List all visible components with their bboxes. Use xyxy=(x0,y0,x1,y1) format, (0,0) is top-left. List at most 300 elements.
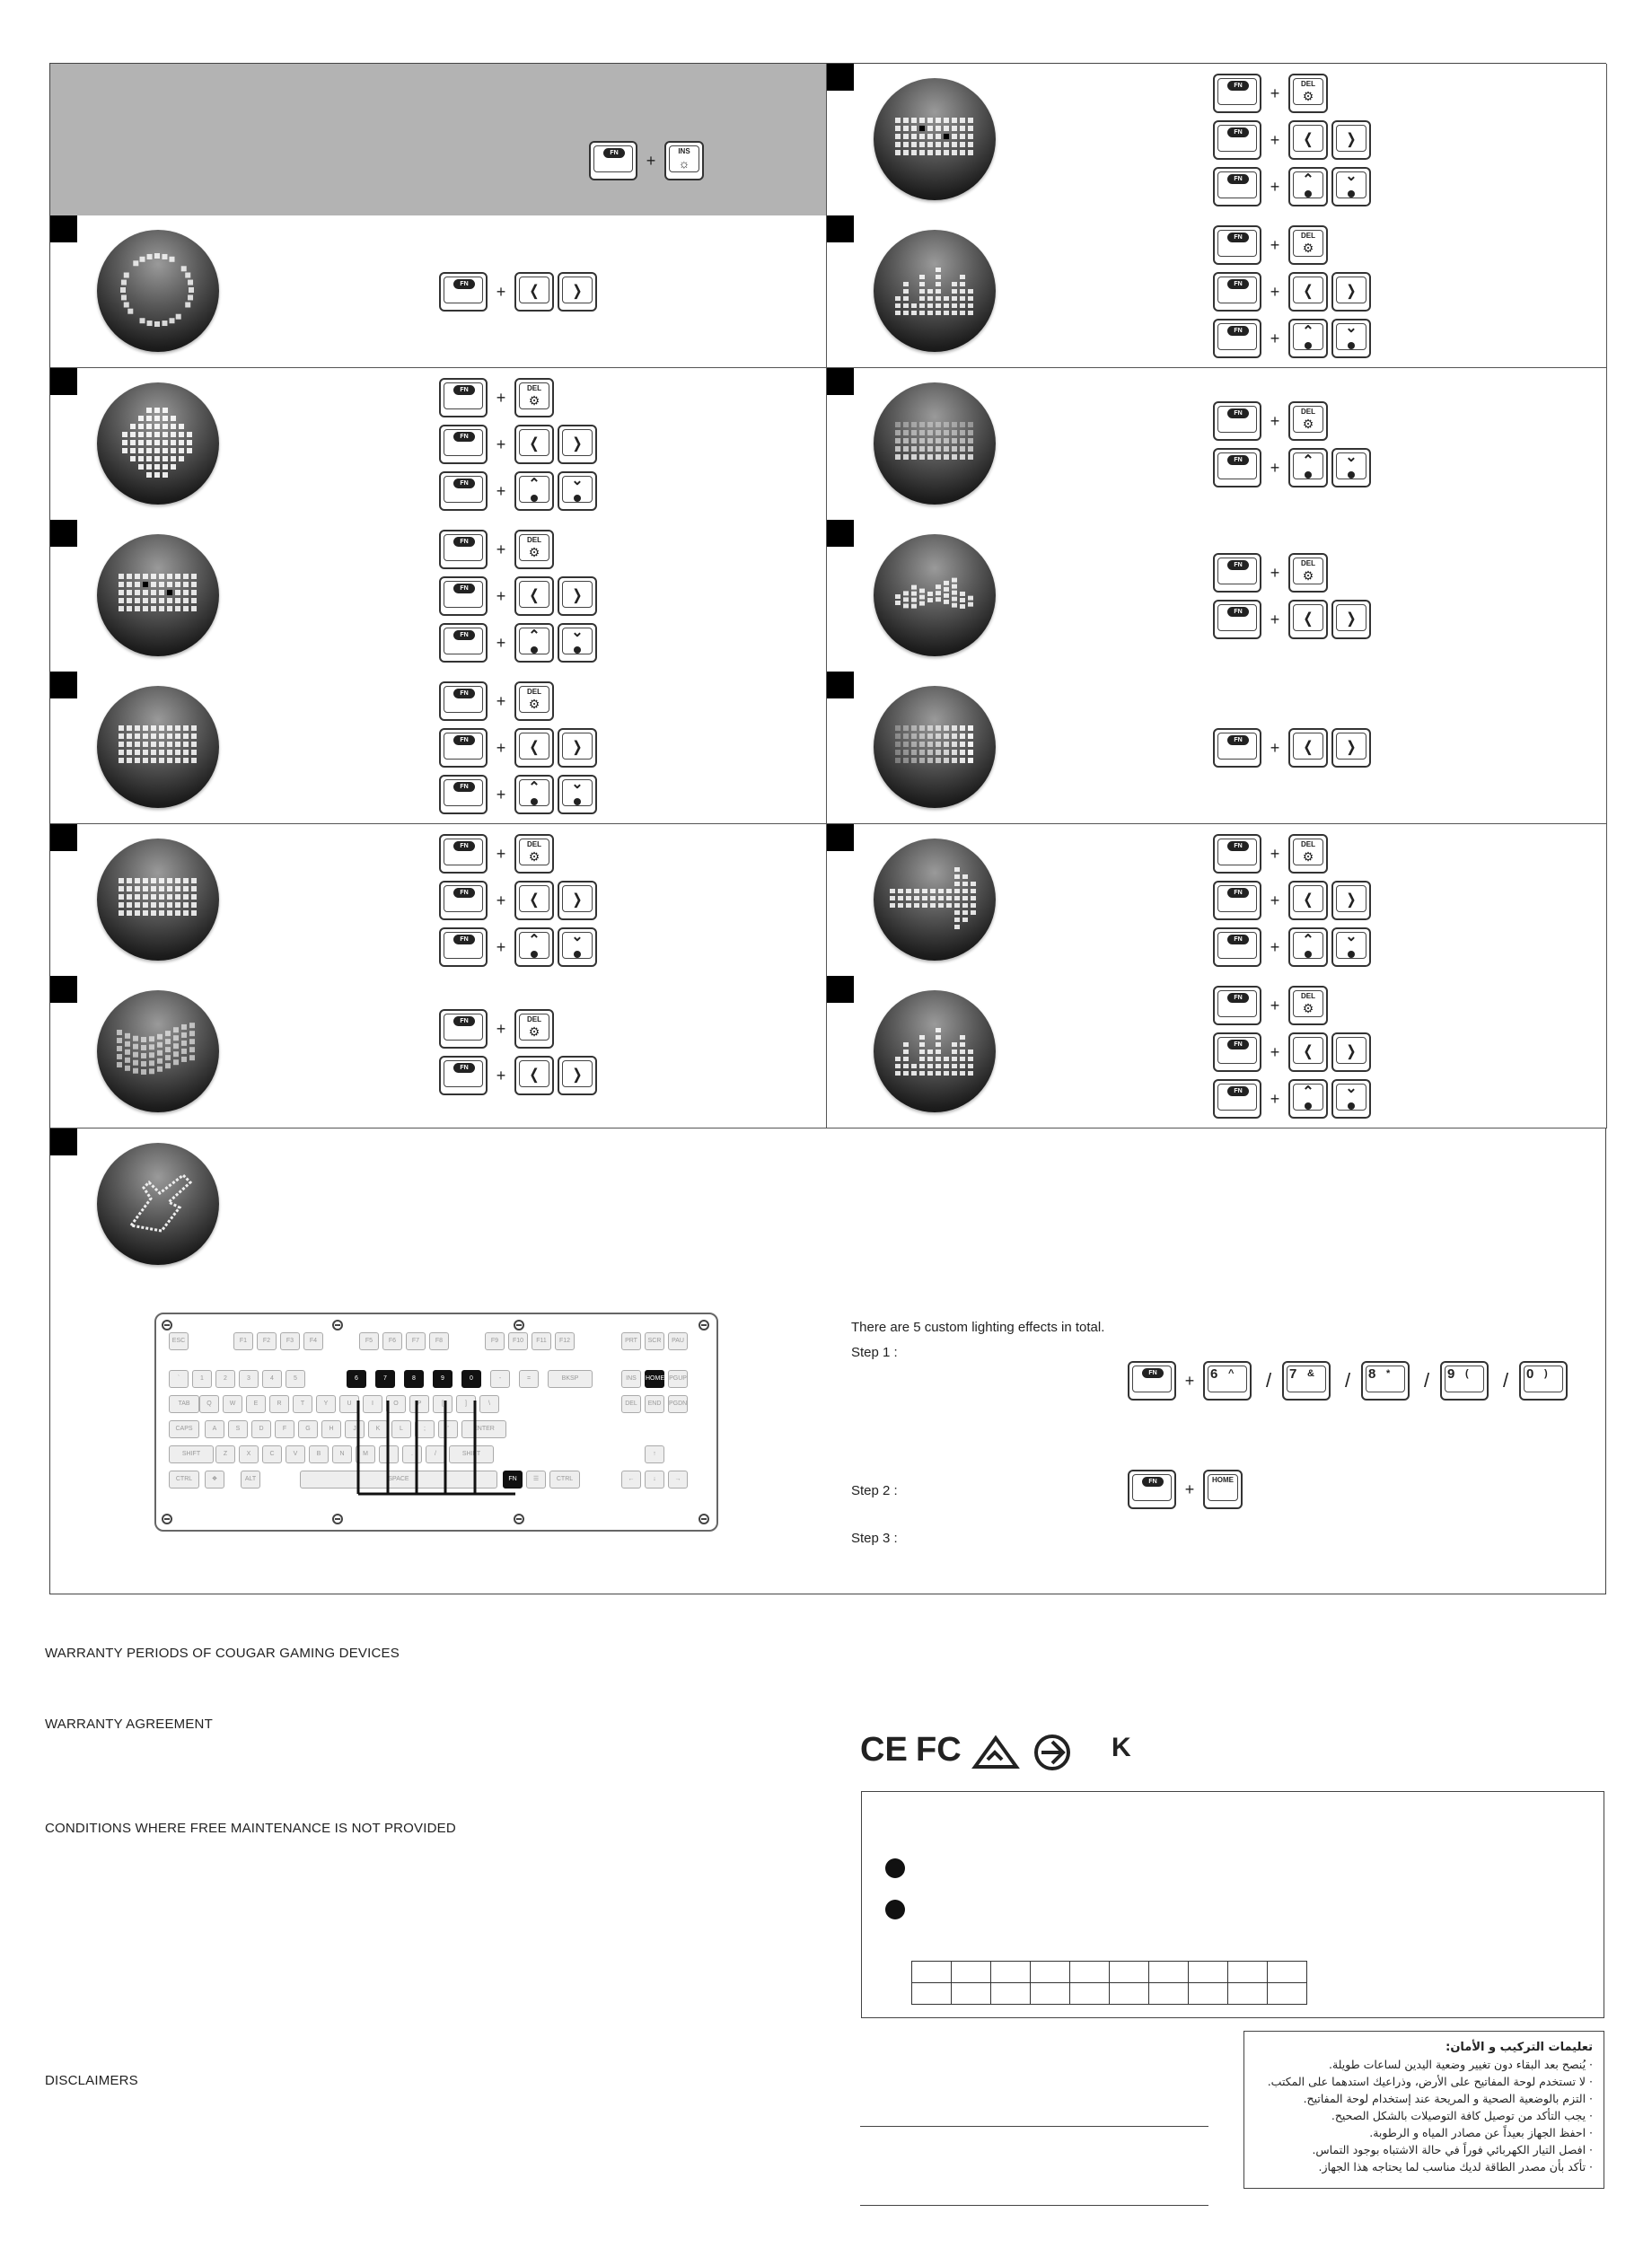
left-arrow-key: ❬ xyxy=(1288,881,1328,920)
keyboard-key: F12 xyxy=(555,1332,575,1350)
down-arrow-key: ⌄ xyxy=(558,471,597,511)
effect-marker xyxy=(827,368,854,395)
keyboard-key: PAU xyxy=(668,1332,688,1350)
plus-sign: + xyxy=(1270,844,1280,863)
arabic-line: · احفظ الجهاز بعيداً عن مصادر المياه و الرطوبة. xyxy=(1369,2126,1593,2139)
keyboard-key: U xyxy=(339,1395,359,1413)
effect-marker xyxy=(50,520,77,547)
effect-cell xyxy=(827,64,1607,216)
left-arrow-key: ❬ xyxy=(514,272,554,312)
down-arrow-key: ⌄ xyxy=(1331,1079,1371,1119)
effect-marker xyxy=(827,520,854,547)
kc-mark: K xyxy=(1112,1733,1131,1762)
effect-pattern-icon xyxy=(874,534,996,656)
effect-orb-icon xyxy=(97,839,219,961)
down-arrow-key: ⌄ xyxy=(558,775,597,814)
fn-key: FN xyxy=(1213,927,1261,967)
fn-key: FN xyxy=(1213,401,1261,441)
key-combo xyxy=(1213,225,1375,365)
keyboard-illustration xyxy=(154,1313,718,1532)
plus-sign: + xyxy=(1270,83,1280,102)
left-arrow-key: ❬ xyxy=(1288,600,1328,639)
effect-pattern-icon xyxy=(874,382,996,505)
keyboard-key: P xyxy=(409,1395,429,1413)
right-arrow-key: ❭ xyxy=(1331,120,1371,160)
fn-key: FN xyxy=(1128,1470,1176,1509)
right-arrow-key: ❭ xyxy=(558,881,597,920)
number-key: 8 * xyxy=(1361,1361,1410,1401)
effect-cell xyxy=(827,368,1607,521)
up-arrow-key: ⌃ xyxy=(1288,319,1328,358)
keyboard-key: F xyxy=(275,1420,294,1438)
del-key: DEL ⚙ xyxy=(514,530,554,569)
up-arrow-key: ⌃ xyxy=(1288,927,1328,967)
fn-key: FN xyxy=(439,576,488,616)
keyboard-key: C xyxy=(262,1445,282,1463)
effect-marker xyxy=(827,976,854,1003)
arabic-title: تعليمات التركيب و الأمان: xyxy=(1446,2041,1593,2054)
effect-marker xyxy=(827,215,854,242)
left-arrow-key: ❬ xyxy=(1288,728,1328,768)
del-key: DEL ⚙ xyxy=(1288,401,1328,441)
keyboard-key: ❖ xyxy=(205,1471,224,1489)
plus-sign: + xyxy=(1270,1042,1280,1061)
eac-mark-icon xyxy=(1032,1733,1072,1772)
keyboard-key: , xyxy=(379,1445,399,1463)
left-arrow-key: ❬ xyxy=(514,576,554,616)
keyboard-key: FN xyxy=(503,1471,523,1489)
fn-key: FN xyxy=(1213,74,1261,113)
right-arrow-key: ❭ xyxy=(558,425,597,464)
keyboard-key: ENTER xyxy=(461,1420,506,1438)
keyboard-key: → xyxy=(668,1471,688,1489)
keyboard-key: TAB xyxy=(169,1395,199,1413)
del-key: DEL ⚙ xyxy=(514,378,554,417)
fn-key: FN xyxy=(439,775,488,814)
effect-cell xyxy=(50,64,827,216)
left-arrow-key: ❬ xyxy=(1288,120,1328,160)
keyboard-key: F2 xyxy=(257,1332,277,1350)
plus-sign: + xyxy=(496,435,506,453)
fn-key: FN xyxy=(589,141,637,180)
keyboard-key: ↓ xyxy=(645,1471,664,1489)
effect-orb-icon xyxy=(874,839,996,961)
effect-pattern-icon xyxy=(874,230,996,352)
effect-orb-icon xyxy=(874,534,996,656)
effect-marker xyxy=(50,672,77,698)
plus-sign: + xyxy=(1270,130,1280,149)
keyboard-key: Q xyxy=(199,1395,219,1413)
keyboard-key: SCR xyxy=(645,1332,664,1350)
fn-key: FN xyxy=(1213,600,1261,639)
keyboard-key: 8 xyxy=(404,1370,424,1388)
down-arrow-key: ⌄ xyxy=(558,623,597,663)
keyboard-key: DEL xyxy=(621,1395,641,1413)
key-combo xyxy=(439,378,601,518)
left-arrow-key: ❬ xyxy=(514,425,554,464)
keyboard-key: 9 xyxy=(433,1370,453,1388)
plus-sign: + xyxy=(496,1066,506,1085)
arabic-line: · تأكد بأن مصدر الطاقة لديك مناسب لما يحتاجه هذا الجهاز. xyxy=(1318,2160,1593,2174)
effect-orb-icon xyxy=(97,382,219,505)
plus-sign: + xyxy=(646,151,656,170)
right-arrow-key: ❭ xyxy=(558,576,597,616)
conditions-heading: CONDITIONS WHERE FREE MAINTENANCE IS NOT PROVIDED xyxy=(45,1821,456,1836)
up-arrow-key: ⌃ xyxy=(514,775,554,814)
effect-cell xyxy=(827,976,1607,1128)
keyboard-key: 3 xyxy=(239,1370,259,1388)
effect-marker xyxy=(50,976,77,1003)
key-combo xyxy=(589,141,707,188)
keyboard-key: ↑ xyxy=(645,1445,664,1463)
effect-cell xyxy=(50,215,827,368)
effect-pattern-icon xyxy=(97,686,219,808)
fn-key: FN xyxy=(1213,319,1261,358)
warranty-agreement-heading: WARRANTY AGREEMENT xyxy=(45,1717,213,1732)
plus-sign: + xyxy=(1270,458,1280,477)
keyboard-key: INS xyxy=(621,1370,641,1388)
arabic-safety-instructions xyxy=(1243,2031,1604,2189)
keyboard-key: K xyxy=(368,1420,388,1438)
effect-cell xyxy=(827,824,1607,977)
keyboard-key: BKSP xyxy=(548,1370,593,1388)
right-arrow-key: ❭ xyxy=(1331,881,1371,920)
keyboard-key: - xyxy=(490,1370,510,1388)
plus-sign: + xyxy=(1184,1371,1195,1390)
up-arrow-key: ⌃ xyxy=(514,927,554,967)
effect-orb-icon xyxy=(97,686,219,808)
right-arrow-key: ❭ xyxy=(1331,600,1371,639)
fn-key: FN xyxy=(439,1009,488,1049)
keyboard-key: V xyxy=(286,1445,305,1463)
down-arrow-key: ⌄ xyxy=(1331,167,1371,206)
plus-sign: + xyxy=(496,937,506,956)
arabic-lines xyxy=(1255,2056,1593,2175)
number-key: 7 & xyxy=(1282,1361,1331,1401)
effect-pattern-icon xyxy=(874,990,996,1112)
fn-key: FN xyxy=(1213,881,1261,920)
keyboard-key: F9 xyxy=(485,1332,505,1350)
keyboard-key: N xyxy=(332,1445,352,1463)
bullet-icon xyxy=(885,1900,905,1919)
effect-cell xyxy=(827,672,1607,824)
effect-cell xyxy=(50,824,827,977)
right-arrow-key: ❭ xyxy=(1331,728,1371,768)
fn-key: FN xyxy=(439,728,488,768)
effect-orb-icon xyxy=(874,230,996,352)
arabic-line: · التزم بالوضعية الصحية و المريحة عند إستخدام لوحة المفاتيح. xyxy=(1303,2092,1593,2105)
key-combo xyxy=(439,1009,601,1102)
rcm-mark-icon xyxy=(971,1733,1020,1772)
ce-mark: CE xyxy=(860,1731,908,1769)
disclaimers-heading: DISCLAIMERS xyxy=(45,2073,138,2088)
effect-marker xyxy=(827,672,854,698)
effect-pattern-icon xyxy=(874,839,996,961)
plus-sign: + xyxy=(1270,282,1280,301)
effect-pattern-icon xyxy=(97,839,219,961)
fn-key: FN xyxy=(439,471,488,511)
del-key: DEL ⚙ xyxy=(1288,834,1328,874)
custom-intro-text: There are 5 custom lighting effects in total. xyxy=(851,1320,1105,1335)
keyboard-key: F11 xyxy=(532,1332,551,1350)
plus-sign: + xyxy=(1270,329,1280,347)
fn-key: FN xyxy=(1213,272,1261,312)
step2-label: Step 2 : xyxy=(851,1483,898,1498)
fc-mark: FC xyxy=(916,1731,962,1769)
del-key: DEL ⚙ xyxy=(1288,553,1328,593)
key-combo xyxy=(1213,728,1375,775)
keyboard-key: PGUP xyxy=(668,1370,688,1388)
fn-key: FN xyxy=(1213,834,1261,874)
keyboard-key: S xyxy=(228,1420,248,1438)
slash-separator: / xyxy=(1344,1369,1351,1392)
keyboard-key: M xyxy=(356,1445,375,1463)
number-key: 9 ( xyxy=(1440,1361,1489,1401)
down-arrow-key: ⌄ xyxy=(558,927,597,967)
fn-key: FN xyxy=(1213,120,1261,160)
keyboard-key: Z xyxy=(215,1445,235,1463)
key-combo xyxy=(439,681,601,821)
plus-sign: + xyxy=(496,282,506,301)
right-arrow-key: ❭ xyxy=(1331,1032,1371,1072)
del-key: DEL ⚙ xyxy=(514,681,554,721)
keyboard-key: ; xyxy=(415,1420,435,1438)
del-key: DEL ⚙ xyxy=(514,834,554,874)
plus-sign: + xyxy=(1270,891,1280,909)
bullet-icon xyxy=(885,1858,905,1878)
del-key: DEL ⚙ xyxy=(1288,74,1328,113)
keyboard-key: CAPS xyxy=(169,1420,199,1438)
fn-key: FN xyxy=(1213,448,1261,487)
effect-marker xyxy=(50,1128,77,1155)
keyboard-key: F4 xyxy=(303,1332,323,1350)
plus-sign: + xyxy=(496,891,506,909)
keyboard-key: F5 xyxy=(359,1332,379,1350)
plus-sign: + xyxy=(1270,235,1280,254)
plus-sign: + xyxy=(1270,610,1280,628)
keyboard-key: H xyxy=(321,1420,341,1438)
fn-key: FN xyxy=(1213,728,1261,768)
keyboard-key: SPACE xyxy=(300,1471,497,1489)
keyboard-key: 0 xyxy=(461,1370,481,1388)
left-arrow-key: ❬ xyxy=(1288,272,1328,312)
plus-sign: + xyxy=(1270,177,1280,196)
keyboard-key: . xyxy=(402,1445,422,1463)
effect-orb-icon xyxy=(97,230,219,352)
keyboard-key: ← xyxy=(621,1471,641,1489)
fn-key: FN xyxy=(439,1056,488,1095)
effect-pattern-icon xyxy=(97,382,219,505)
keyboard-key: 5 xyxy=(286,1370,305,1388)
fn-key: FN xyxy=(1213,986,1261,1025)
plus-sign: + xyxy=(496,540,506,558)
arabic-line: · لا تستخدم لوحة المفاتيح على الأرض، وذراعيك استدهما على المكتب. xyxy=(1267,2075,1593,2088)
effect-cell xyxy=(50,368,827,521)
fn-key: FN xyxy=(439,530,488,569)
up-arrow-key: ⌃ xyxy=(514,623,554,663)
right-arrow-key: ❭ xyxy=(558,272,597,312)
keyboard-key: END xyxy=(645,1395,664,1413)
key-combo xyxy=(1213,74,1375,214)
keyboard-key: 4 xyxy=(262,1370,282,1388)
del-key: DEL ⚙ xyxy=(1288,225,1328,265)
keyboard-key: F6 xyxy=(382,1332,402,1350)
fn-key: FN xyxy=(439,378,488,417)
fn-key: FN xyxy=(439,681,488,721)
keyboard-key: SHIFT xyxy=(449,1445,494,1463)
keyboard-key: E xyxy=(246,1395,266,1413)
keyboard-key: ' xyxy=(438,1420,458,1438)
plus-sign: + xyxy=(496,844,506,863)
fn-key: FN xyxy=(439,834,488,874)
effect-marker xyxy=(50,368,77,395)
del-key: DEL ⚙ xyxy=(1288,986,1328,1025)
fn-key: FN xyxy=(439,272,488,312)
arabic-line: · يجب التأكد من توصيل كافة التوصيلات بالشكل الصحيح. xyxy=(1331,2109,1593,2122)
effect-cell xyxy=(827,215,1607,368)
keyboard-key: D xyxy=(251,1420,271,1438)
number-key: 0 ) xyxy=(1519,1361,1568,1401)
fn-key: FN xyxy=(439,623,488,663)
keyboard-key: F7 xyxy=(406,1332,426,1350)
keyboard-key: CTRL xyxy=(169,1471,199,1489)
fn-key: FN xyxy=(1213,553,1261,593)
key-connection-lines xyxy=(156,1314,720,1533)
ins-key: INS ☼ xyxy=(664,141,704,180)
fn-key: FN xyxy=(1213,225,1261,265)
keyboard-key: Y xyxy=(316,1395,336,1413)
up-arrow-key: ⌃ xyxy=(1288,1079,1328,1119)
left-arrow-key: ❬ xyxy=(514,881,554,920)
keyboard-key: F1 xyxy=(233,1332,253,1350)
key-combo xyxy=(1213,834,1375,974)
up-arrow-key: ⌃ xyxy=(514,471,554,511)
effect-cell xyxy=(50,976,827,1128)
keyboard-key: O xyxy=(386,1395,406,1413)
down-arrow-key: ⌄ xyxy=(1331,927,1371,967)
plus-sign: + xyxy=(496,691,506,710)
keyboard-key: PRT xyxy=(621,1332,641,1350)
keyboard-key: 7 xyxy=(375,1370,395,1388)
keyboard-key: W xyxy=(223,1395,242,1413)
keyboard-key: B xyxy=(309,1445,329,1463)
step1-combo xyxy=(1128,1361,1571,1408)
plus-sign: + xyxy=(496,633,506,652)
plus-sign: + xyxy=(1270,563,1280,582)
fn-key: FN xyxy=(1213,1032,1261,1072)
keyboard-key: F10 xyxy=(508,1332,528,1350)
effect-cell xyxy=(827,520,1607,672)
effect-pattern-icon xyxy=(874,78,996,200)
step1-label: Step 1 : xyxy=(851,1345,898,1360)
keyboard-key: G xyxy=(298,1420,318,1438)
arabic-line: · افصل التيار الكهربائي فوراً في حالة الاشتباه بوجود التماس. xyxy=(1312,2143,1593,2156)
down-arrow-key: ⌄ xyxy=(1331,319,1371,358)
keyboard-key: ESC xyxy=(169,1332,189,1350)
effect-pattern-icon xyxy=(97,990,219,1112)
key-combo xyxy=(439,272,601,319)
fn-key: FN xyxy=(1128,1361,1176,1401)
plus-sign: + xyxy=(496,738,506,757)
keyboard-key: R xyxy=(269,1395,289,1413)
keyboard-key: L xyxy=(391,1420,411,1438)
keyboard-key: ☰ xyxy=(526,1471,546,1489)
warranty-periods-heading: WARRANTY PERIODS OF COUGAR GAMING DEVICES xyxy=(45,1646,400,1661)
signature-line xyxy=(860,2205,1208,2206)
plus-sign: + xyxy=(496,388,506,407)
up-arrow-key: ⌃ xyxy=(1288,448,1328,487)
left-arrow-key: ❬ xyxy=(514,728,554,768)
effect-pattern-icon xyxy=(97,230,219,352)
left-arrow-key: ❬ xyxy=(1288,1032,1328,1072)
fn-key: FN xyxy=(1213,1079,1261,1119)
plus-sign: + xyxy=(496,586,506,605)
effect-marker xyxy=(50,824,77,851)
keyboard-key: A xyxy=(205,1420,224,1438)
left-arrow-key: ❬ xyxy=(514,1056,554,1095)
fn-key: FN xyxy=(1213,167,1261,206)
keyboard-key: J xyxy=(345,1420,365,1438)
signature-line xyxy=(860,2126,1208,2127)
effect-orb-icon xyxy=(874,78,996,200)
key-combo xyxy=(439,834,601,974)
keyboard-key: PGDN xyxy=(668,1395,688,1413)
keyboard-key: \ xyxy=(479,1395,499,1413)
slash-separator: / xyxy=(1423,1369,1430,1392)
keyboard-key: [ xyxy=(433,1395,453,1413)
fn-key: FN xyxy=(439,425,488,464)
effect-pattern-icon xyxy=(97,534,219,656)
warning-box xyxy=(861,1791,1604,2018)
effect-marker xyxy=(50,215,77,242)
keyboard-key: 6 xyxy=(347,1370,366,1388)
del-key: DEL ⚙ xyxy=(514,1009,554,1049)
plus-sign: + xyxy=(1270,996,1280,1014)
fn-key: FN xyxy=(439,881,488,920)
effect-orb-icon xyxy=(97,990,219,1112)
effect-orb-icon xyxy=(874,686,996,808)
key-combo xyxy=(439,530,601,670)
plus-sign: + xyxy=(1270,411,1280,430)
keyboard-key: 1 xyxy=(192,1370,212,1388)
effect-orb-icon xyxy=(874,382,996,505)
effect-orb-icon xyxy=(97,534,219,656)
keyboard-key: = xyxy=(519,1370,539,1388)
plus-sign: + xyxy=(1270,937,1280,956)
keyboard-key: / xyxy=(426,1445,445,1463)
plus-sign: + xyxy=(1270,1089,1280,1108)
keyboard-key: ] xyxy=(456,1395,476,1413)
keyboard-key: F8 xyxy=(429,1332,449,1350)
plus-sign: + xyxy=(1270,738,1280,757)
slash-separator: / xyxy=(1502,1369,1509,1392)
plus-sign: + xyxy=(1184,1480,1195,1498)
plus-sign: + xyxy=(496,1019,506,1038)
effect-orb-icon xyxy=(874,990,996,1112)
key-combo xyxy=(1213,401,1375,495)
keyboard-key: CTRL xyxy=(549,1471,580,1489)
effect-pattern-icon xyxy=(874,686,996,808)
up-arrow-key: ⌃ xyxy=(1288,167,1328,206)
substance-table xyxy=(911,1961,1307,2005)
effect-marker xyxy=(827,824,854,851)
custom-hand-orb-icon xyxy=(97,1143,219,1265)
keyboard-key: 2 xyxy=(215,1370,235,1388)
effect-cell xyxy=(50,672,827,824)
keyboard-key: SHIFT xyxy=(169,1445,214,1463)
fn-key: FN xyxy=(439,927,488,967)
down-arrow-key: ⌄ xyxy=(1331,448,1371,487)
